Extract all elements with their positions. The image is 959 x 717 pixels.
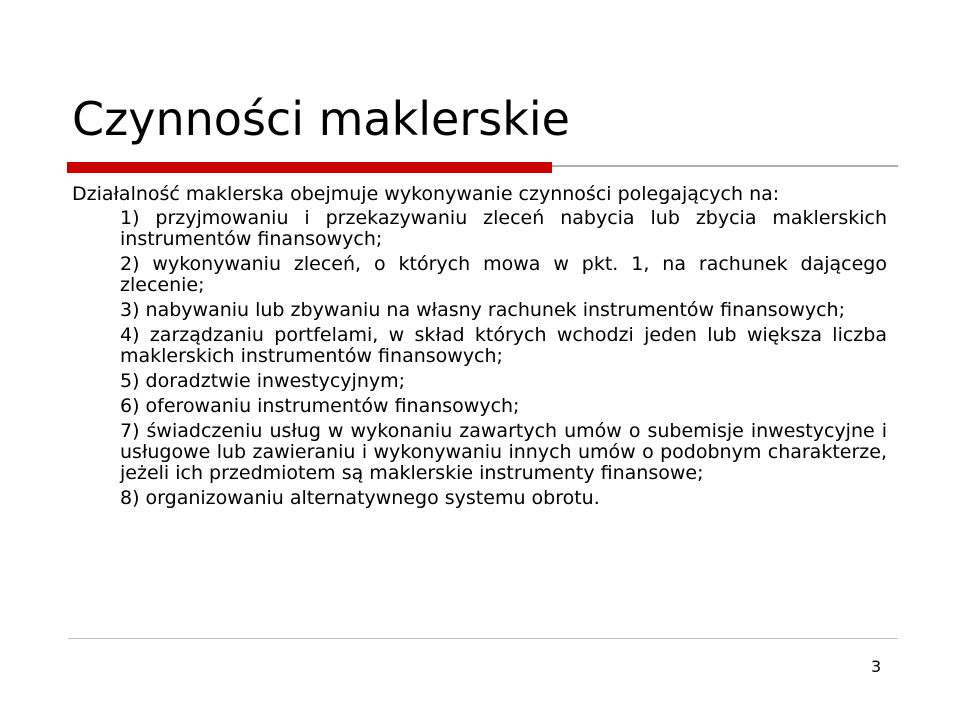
list-item: 8) organizowaniu alternatywnego systemu obrotu. bbox=[120, 487, 600, 509]
list-item: 7) świadczeniu usług w wykonaniu zawartych umów o subemisje inwestycyjne i usługowe lub zawieraniu i wykonywaniu innych umów o podobnym charakterze, jeżeli ich przedmiotem są maklerskie instrumenty finansowe; bbox=[120, 420, 887, 484]
list-item: 2) wykonywaniu zleceń, o których mowa w pkt. 1, na rachunek dającego zlecenie; bbox=[120, 253, 887, 296]
page-number: 3 bbox=[871, 657, 882, 676]
activity-list bbox=[120, 208, 887, 513]
list-item: 1) przyjmowaniu i przekazywaniu zleceń nabycia lub zbycia maklerskich instrumentów finansowych; bbox=[120, 207, 887, 250]
list-item: 6) oferowaniu instrumentów finansowych; bbox=[120, 395, 520, 417]
title-underline-accent bbox=[67, 162, 552, 173]
footer-divider bbox=[68, 638, 898, 639]
list-item: 3) nabywaniu lub zbywaniu na własny rachunek instrumentów finansowych; bbox=[120, 299, 845, 321]
list-item: 5) doradztwie inwestycyjnym; bbox=[120, 370, 406, 392]
intro-text: Działalność maklerska obejmuje wykonywanie czynności polegających na: bbox=[72, 183, 780, 205]
title-underline-rule bbox=[552, 165, 898, 167]
slide-title: Czynności maklerskie bbox=[72, 92, 570, 146]
list-item: 4) zarządzaniu portfelami, w skład których wchodzi jeden lub większa liczba maklerskich instrumentów finansowych; bbox=[120, 324, 887, 367]
